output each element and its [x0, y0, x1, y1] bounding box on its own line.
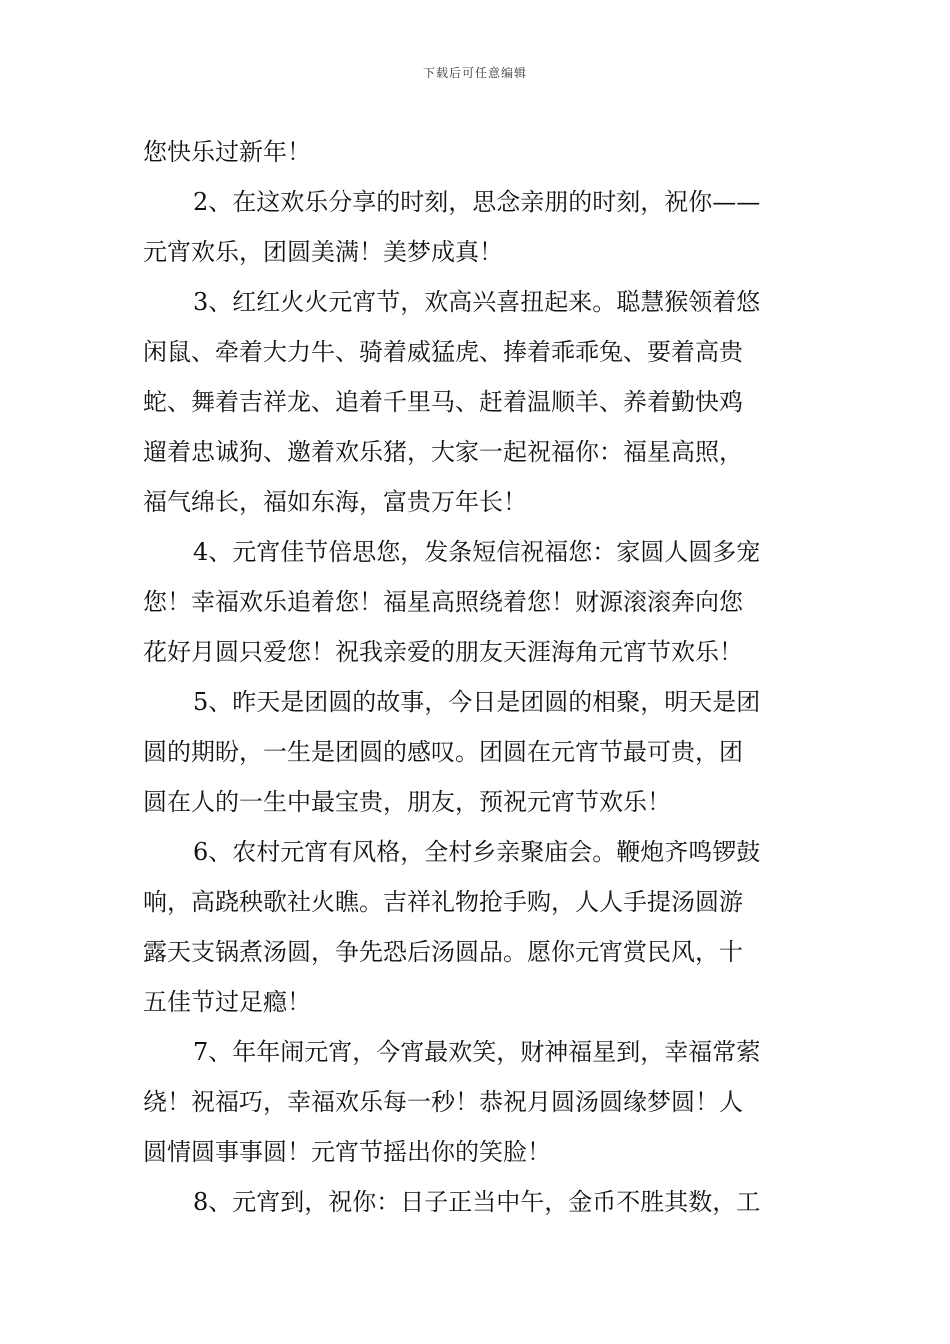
text-line: 福气绵长，福如东海，富贵万年长！	[143, 488, 527, 516]
text-line: 7、年年闹元宵，今宵最欢笑，财神福星到，幸福常萦	[193, 1038, 761, 1066]
text-line: 蛇、舞着吉祥龙、追着千里马、赶着温顺羊、养着勤快鸡	[143, 388, 743, 416]
text-line: 圆在人的一生中最宝贵，朋友，预祝元宵节欢乐！	[143, 788, 671, 816]
text-line: 您！幸福欢乐追着您！福星高照绕着您！财源滚滚奔向您	[143, 588, 743, 616]
text-line: 圆情圆事事圆！元宵节摇出你的笑脸！	[143, 1138, 551, 1166]
text-line: 您快乐过新年！	[143, 138, 311, 166]
text-line: 5、昨天是团圆的故事，今日是团圆的相聚，明天是团	[193, 688, 761, 716]
text-line: 2、在这欢乐分享的时刻，思念亲朋的时刻，祝你——	[193, 188, 761, 216]
document-body	[143, 127, 807, 1227]
text-line: 8、元宵到，祝你：日子正当中午，金币不胜其数，工	[193, 1188, 761, 1216]
text-line: 遛着忠诚狗、邀着欢乐猪，大家一起祝福你：福星高照，	[143, 438, 743, 466]
text-line: 4、元宵佳节倍思您，发条短信祝福您：家圆人圆多宠	[193, 538, 761, 566]
header-note: 下载后可任意编辑	[422, 66, 527, 80]
text-line: 圆的期盼，一生是团圆的感叹。团圆在元宵节最可贵，团	[143, 738, 743, 766]
text-line: 绕！祝福巧，幸福欢乐每一秒！恭祝月圆汤圆缘梦圆！人	[143, 1088, 743, 1116]
text-line: 响，高跷秧歌社火瞧。吉祥礼物抢手购，人人手提汤圆游	[143, 888, 743, 916]
text-line: 露天支锅煮汤圆，争先恐后汤圆品。愿你元宵赏民风，十	[143, 938, 743, 966]
text-line: 闲鼠、牵着大力牛、骑着威猛虎、捧着乖乖兔、要着高贵	[143, 338, 743, 366]
text-line: 3、红红火火元宵节，欢高兴喜扭起来。聪慧猴领着悠	[193, 288, 761, 316]
text-line: 元宵欢乐，团圆美满！美梦成真！	[143, 238, 503, 266]
text-line: 6、农村元宵有风格，全村乡亲聚庙会。鞭炮齐鸣锣鼓	[193, 838, 761, 866]
text-line: 花好月圆只爱您！祝我亲爱的朋友天涯海角元宵节欢乐！	[143, 638, 743, 666]
text-line: 五佳节过足瘾！	[143, 988, 311, 1016]
